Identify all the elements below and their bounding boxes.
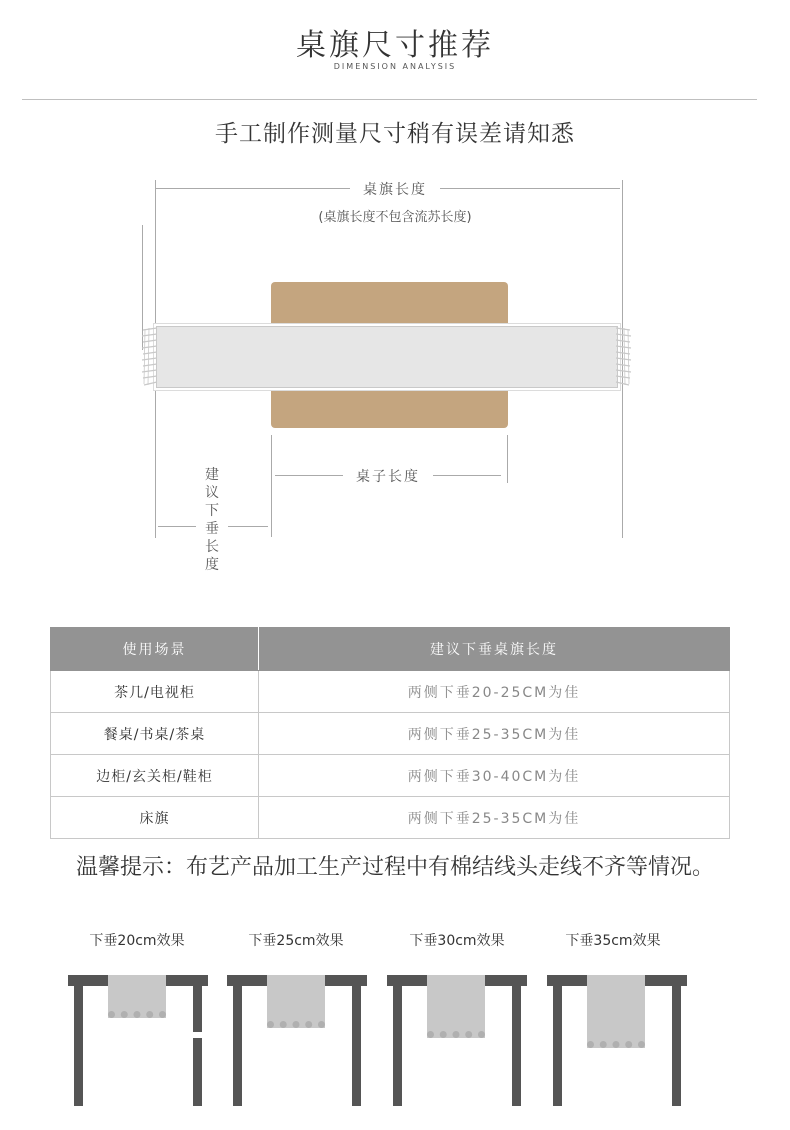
table-leg-left (553, 986, 562, 1106)
cell-scene: 边柜/玄关柜/鞋柜 (51, 755, 259, 797)
effect-label-25: 下垂25cm效果 (248, 933, 344, 949)
cell-scene: 茶几/电视柜 (51, 671, 259, 713)
dimension-line-right (440, 188, 620, 189)
tassel-left (140, 325, 158, 387)
recommendation-table (50, 627, 730, 839)
table-row (51, 797, 730, 839)
table-header-row (51, 628, 730, 671)
table-leg-right (672, 986, 681, 1106)
runner-drop (587, 975, 645, 1048)
table-row (51, 713, 730, 755)
table-extent-left (271, 435, 272, 537)
table-dim-line-left (275, 475, 343, 476)
table-leg-right (512, 986, 521, 1106)
cabinet-leg-left (74, 986, 83, 1106)
effect-illustration-25 (227, 975, 367, 1110)
runner-length-note: (桌旗长度不包含流苏长度) (318, 210, 472, 225)
cell-drop: 两侧下垂30-40CM为佳 (259, 755, 730, 797)
header-scene: 使用场景 (51, 628, 259, 671)
effect-illustration-20 (68, 975, 208, 1110)
table-length-label: 桌子长度 (356, 469, 420, 485)
dimension-line-left (155, 188, 350, 189)
divider (22, 99, 757, 100)
effect-label-35: 下垂35cm效果 (565, 933, 661, 949)
runner-drop (267, 975, 325, 1028)
table-leg-right (352, 986, 361, 1106)
runner-drop (427, 975, 485, 1038)
drop-length-label: 建 议 下 垂 长 度 (205, 467, 219, 573)
drop-dim-line-right (228, 526, 268, 527)
size-diagram (0, 170, 790, 590)
cabinet-leg-right-upper (193, 986, 202, 1032)
runner-drop (108, 975, 166, 1018)
cell-drop: 两侧下垂25-35CM为佳 (259, 797, 730, 839)
table-runner (156, 326, 618, 388)
table-leg-left (393, 986, 402, 1106)
effect-illustration-30 (387, 975, 527, 1110)
table-extent-right (507, 435, 508, 483)
effect-label-20: 下垂20cm效果 (89, 933, 185, 949)
runner-length-label: 桌旗长度 (363, 182, 427, 198)
drop-dim-line-left (158, 526, 196, 527)
tassel-right (615, 325, 633, 387)
warm-tip: 温馨提示：布艺产品加工生产过程中有棉结线头走线不齐等情况。 (75, 855, 714, 880)
measurement-note: 手工制作测量尺寸稍有误差请知悉 (215, 121, 575, 147)
table-row (51, 755, 730, 797)
table-row (51, 671, 730, 713)
cell-scene: 餐桌/书桌/茶桌 (51, 713, 259, 755)
effect-label-30: 下垂30cm效果 (409, 933, 505, 949)
cell-scene: 床旗 (51, 797, 259, 839)
page-subtitle: DIMENSION ANALYSIS (333, 62, 457, 71)
table-leg-left (233, 986, 242, 1106)
cabinet-leg-right-lower (193, 1038, 202, 1106)
effect-illustration-35 (547, 975, 687, 1110)
page-title: 桌旗尺寸推荐 (296, 28, 494, 63)
cell-drop: 两侧下垂20-25CM为佳 (259, 671, 730, 713)
cell-drop: 两侧下垂25-35CM为佳 (259, 713, 730, 755)
table-dim-line-right (433, 475, 501, 476)
header-drop: 建议下垂桌旗长度 (259, 628, 730, 671)
